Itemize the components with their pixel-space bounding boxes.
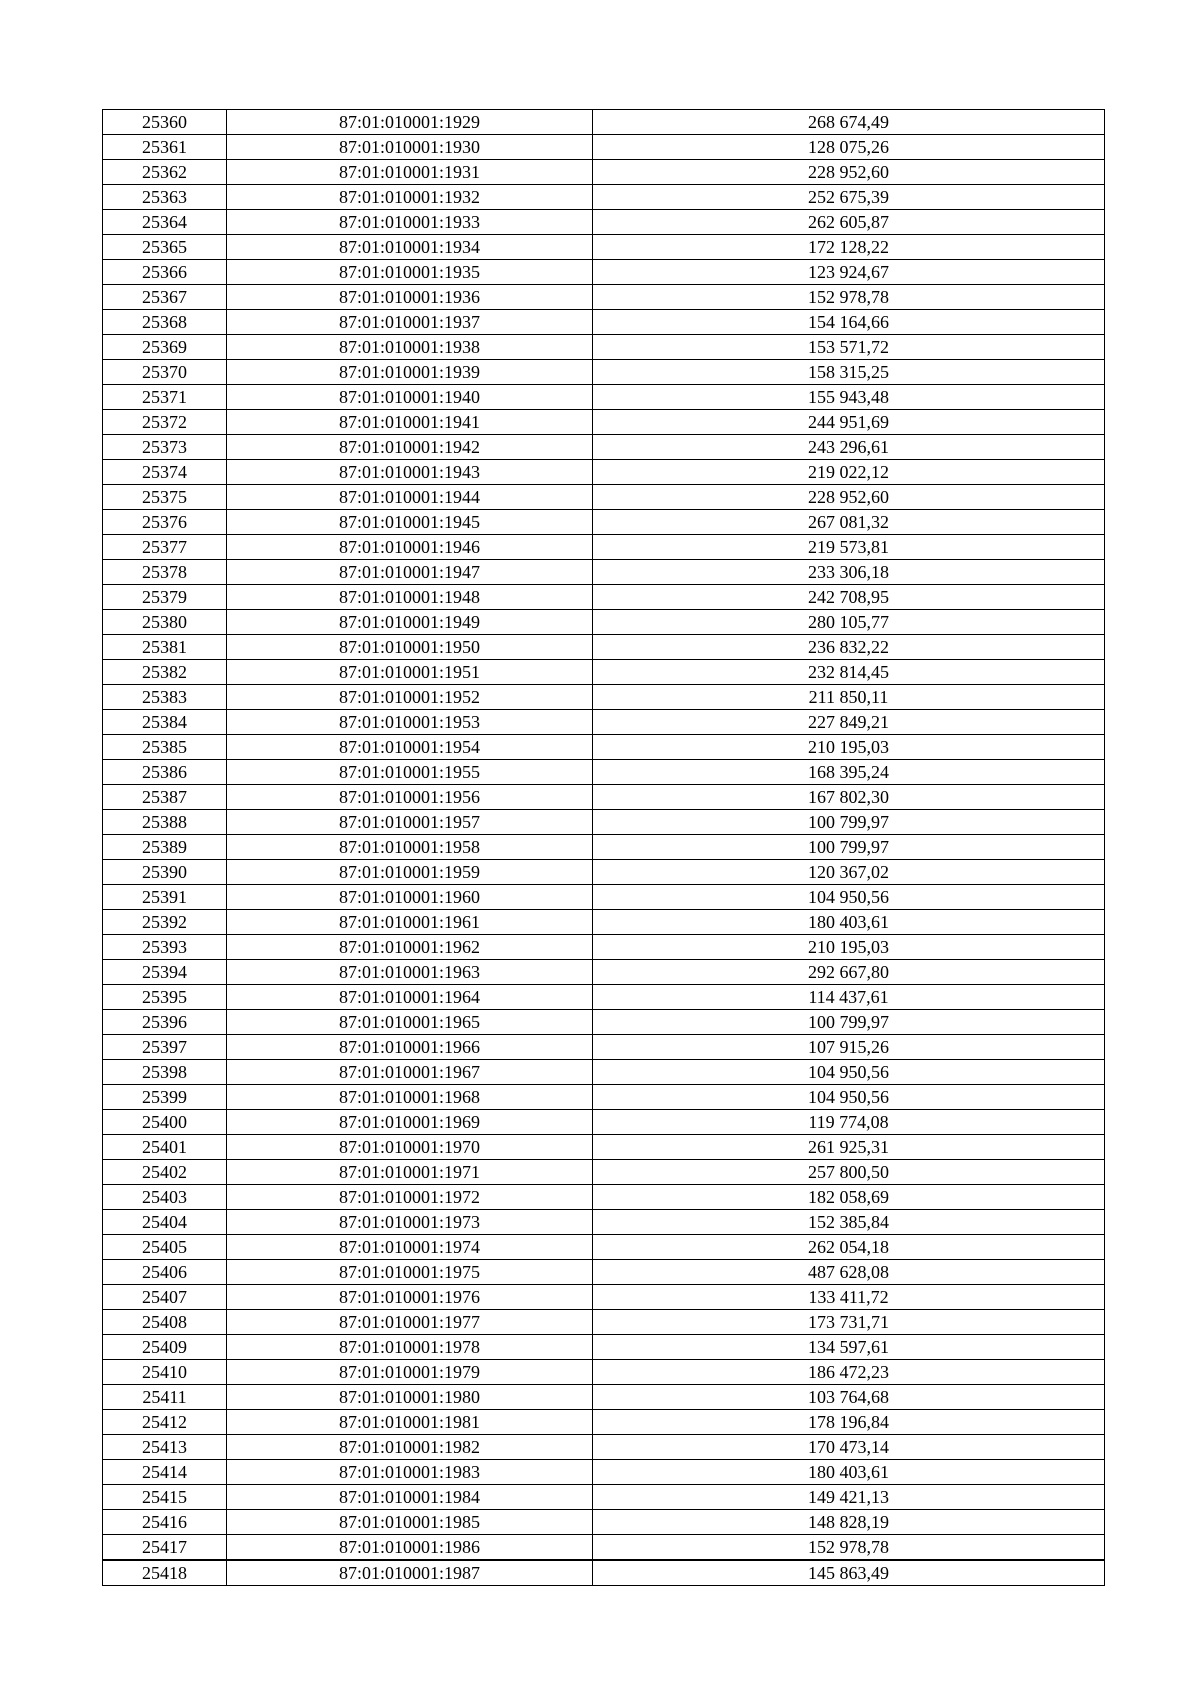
row-number-cell: 25372 [103,410,227,435]
value-cell: 119 774,08 [593,1110,1105,1135]
value-cell: 252 675,39 [593,185,1105,210]
row-number-cell: 25377 [103,535,227,560]
table-row [103,1160,1105,1185]
row-number-cell: 25383 [103,685,227,710]
cadastral-number-cell: 87:01:010001:1931 [227,160,593,185]
table-row [103,1010,1105,1035]
value-cell: 180 403,61 [593,1460,1105,1485]
row-number-cell: 25412 [103,1410,227,1435]
table-row [103,885,1105,910]
row-number-cell: 25401 [103,1135,227,1160]
table-row [103,560,1105,585]
table-row [103,385,1105,410]
row-number-cell: 25413 [103,1435,227,1460]
table-row [103,1235,1105,1260]
cadastral-number-cell: 87:01:010001:1983 [227,1460,593,1485]
value-cell: 219 022,12 [593,460,1105,485]
value-cell: 104 950,56 [593,885,1105,910]
row-number-cell: 25370 [103,360,227,385]
row-number-cell: 25382 [103,660,227,685]
row-number-cell: 25415 [103,1485,227,1510]
cadastral-number-cell: 87:01:010001:1968 [227,1085,593,1110]
value-cell: 154 164,66 [593,310,1105,335]
row-number-cell: 25392 [103,910,227,935]
cadastral-value-table [102,109,1105,1586]
table-row [103,135,1105,160]
cadastral-number-cell: 87:01:010001:1982 [227,1435,593,1460]
row-number-cell: 25405 [103,1235,227,1260]
cadastral-number-cell: 87:01:010001:1985 [227,1510,593,1535]
value-cell: 148 828,19 [593,1510,1105,1535]
value-cell: 244 951,69 [593,410,1105,435]
cadastral-number-cell: 87:01:010001:1934 [227,235,593,260]
cadastral-number-cell: 87:01:010001:1933 [227,210,593,235]
row-number-cell: 25373 [103,435,227,460]
cadastral-number-cell: 87:01:010001:1930 [227,135,593,160]
value-cell: 242 708,95 [593,585,1105,610]
row-number-cell: 25363 [103,185,227,210]
value-cell: 104 950,56 [593,1085,1105,1110]
value-cell: 173 731,71 [593,1310,1105,1335]
cadastral-number-cell: 87:01:010001:1935 [227,260,593,285]
value-cell: 100 799,97 [593,810,1105,835]
cadastral-number-cell: 87:01:010001:1973 [227,1210,593,1235]
cadastral-number-cell: 87:01:010001:1936 [227,285,593,310]
cadastral-number-cell: 87:01:010001:1978 [227,1335,593,1360]
value-cell: 100 799,97 [593,1010,1105,1035]
row-number-cell: 25380 [103,610,227,635]
table-row [103,410,1105,435]
cadastral-number-cell: 87:01:010001:1986 [227,1535,593,1561]
table-row [103,1335,1105,1360]
table-row [103,510,1105,535]
row-number-cell: 25395 [103,985,227,1010]
cadastral-number-cell: 87:01:010001:1959 [227,860,593,885]
row-number-cell: 25416 [103,1510,227,1535]
row-number-cell: 25367 [103,285,227,310]
cadastral-number-cell: 87:01:010001:1944 [227,485,593,510]
table-row [103,1410,1105,1435]
table-row [103,535,1105,560]
row-number-cell: 25414 [103,1460,227,1485]
cadastral-number-cell: 87:01:010001:1957 [227,810,593,835]
cadastral-number-cell: 87:01:010001:1950 [227,635,593,660]
table-row [103,1310,1105,1335]
row-number-cell: 25398 [103,1060,227,1085]
cadastral-number-cell: 87:01:010001:1946 [227,535,593,560]
row-number-cell: 25376 [103,510,227,535]
value-cell: 267 081,32 [593,510,1105,535]
table-row [103,1435,1105,1460]
row-number-cell: 25390 [103,860,227,885]
cadastral-number-cell: 87:01:010001:1971 [227,1160,593,1185]
cadastral-number-cell: 87:01:010001:1943 [227,460,593,485]
value-cell: 153 571,72 [593,335,1105,360]
cadastral-number-cell: 87:01:010001:1929 [227,110,593,135]
table-row [103,1385,1105,1410]
cadastral-number-cell: 87:01:010001:1955 [227,760,593,785]
value-cell: 168 395,24 [593,760,1105,785]
table-row [103,260,1105,285]
value-cell: 211 850,11 [593,685,1105,710]
table-row [103,960,1105,985]
table-row [103,1560,1105,1586]
value-cell: 292 667,80 [593,960,1105,985]
value-cell: 128 075,26 [593,135,1105,160]
value-cell: 152 978,78 [593,1535,1105,1561]
cadastral-number-cell: 87:01:010001:1966 [227,1035,593,1060]
value-cell: 243 296,61 [593,435,1105,460]
cadastral-number-cell: 87:01:010001:1969 [227,1110,593,1135]
row-number-cell: 25362 [103,160,227,185]
row-number-cell: 25400 [103,1110,227,1135]
table-row [103,1085,1105,1110]
value-cell: 149 421,13 [593,1485,1105,1510]
cadastral-number-cell: 87:01:010001:1974 [227,1235,593,1260]
row-number-cell: 25374 [103,460,227,485]
table-row [103,835,1105,860]
value-cell: 103 764,68 [593,1385,1105,1410]
row-number-cell: 25399 [103,1085,227,1110]
cadastral-number-cell: 87:01:010001:1972 [227,1185,593,1210]
table-row [103,860,1105,885]
table-row [103,635,1105,660]
row-number-cell: 25365 [103,235,227,260]
cadastral-number-cell: 87:01:010001:1975 [227,1260,593,1285]
table-row [103,110,1105,135]
value-cell: 268 674,49 [593,110,1105,135]
row-number-cell: 25387 [103,785,227,810]
table-row [103,185,1105,210]
table-row [103,610,1105,635]
cadastral-number-cell: 87:01:010001:1977 [227,1310,593,1335]
cadastral-number-cell: 87:01:010001:1980 [227,1385,593,1410]
table-row [103,685,1105,710]
row-number-cell: 25410 [103,1360,227,1385]
value-cell: 228 952,60 [593,160,1105,185]
value-cell: 178 196,84 [593,1410,1105,1435]
value-cell: 134 597,61 [593,1335,1105,1360]
value-cell: 182 058,69 [593,1185,1105,1210]
value-cell: 219 573,81 [593,535,1105,560]
value-cell: 152 385,84 [593,1210,1105,1235]
value-cell: 233 306,18 [593,560,1105,585]
row-number-cell: 25375 [103,485,227,510]
row-number-cell: 25417 [103,1535,227,1561]
table-row [103,1360,1105,1385]
table-row [103,1035,1105,1060]
cadastral-number-cell: 87:01:010001:1956 [227,785,593,810]
cadastral-number-cell: 87:01:010001:1948 [227,585,593,610]
value-cell: 170 473,14 [593,1435,1105,1460]
row-number-cell: 25389 [103,835,227,860]
value-cell: 227 849,21 [593,710,1105,735]
table-row [103,310,1105,335]
table-row [103,335,1105,360]
value-cell: 167 802,30 [593,785,1105,810]
cadastral-number-cell: 87:01:010001:1938 [227,335,593,360]
table-row [103,235,1105,260]
cadastral-number-cell: 87:01:010001:1958 [227,835,593,860]
cadastral-number-cell: 87:01:010001:1951 [227,660,593,685]
cadastral-number-cell: 87:01:010001:1952 [227,685,593,710]
row-number-cell: 25360 [103,110,227,135]
cadastral-number-cell: 87:01:010001:1953 [227,710,593,735]
table-row [103,1460,1105,1485]
row-number-cell: 25408 [103,1310,227,1335]
value-cell: 145 863,49 [593,1560,1105,1586]
cadastral-number-cell: 87:01:010001:1947 [227,560,593,585]
value-cell: 186 472,23 [593,1360,1105,1385]
cadastral-number-cell: 87:01:010001:1941 [227,410,593,435]
cadastral-number-cell: 87:01:010001:1945 [227,510,593,535]
cadastral-number-cell: 87:01:010001:1949 [227,610,593,635]
value-cell: 152 978,78 [593,285,1105,310]
table-row [103,285,1105,310]
table-row [103,435,1105,460]
table-row [103,460,1105,485]
value-cell: 280 105,77 [593,610,1105,635]
table-row [103,1260,1105,1285]
table-row [103,1285,1105,1310]
row-number-cell: 25394 [103,960,227,985]
value-cell: 155 943,48 [593,385,1105,410]
table-row [103,1060,1105,1085]
row-number-cell: 25369 [103,335,227,360]
table-row [103,760,1105,785]
cadastral-number-cell: 87:01:010001:1965 [227,1010,593,1035]
row-number-cell: 25386 [103,760,227,785]
row-number-cell: 25366 [103,260,227,285]
cadastral-number-cell: 87:01:010001:1984 [227,1485,593,1510]
value-cell: 123 924,67 [593,260,1105,285]
cadastral-number-cell: 87:01:010001:1954 [227,735,593,760]
row-number-cell: 25388 [103,810,227,835]
cadastral-number-cell: 87:01:010001:1987 [227,1560,593,1586]
table-row [103,160,1105,185]
row-number-cell: 25403 [103,1185,227,1210]
cadastral-number-cell: 87:01:010001:1962 [227,935,593,960]
row-number-cell: 25378 [103,560,227,585]
table-row [103,585,1105,610]
row-number-cell: 25406 [103,1260,227,1285]
cadastral-number-cell: 87:01:010001:1981 [227,1410,593,1435]
cadastral-number-cell: 87:01:010001:1939 [227,360,593,385]
table-row [103,735,1105,760]
value-cell: 232 814,45 [593,660,1105,685]
table-row [103,935,1105,960]
cadastral-number-cell: 87:01:010001:1961 [227,910,593,935]
table-row [103,1485,1105,1510]
value-cell: 100 799,97 [593,835,1105,860]
table-body [103,110,1105,1586]
value-cell: 487 628,08 [593,1260,1105,1285]
table-row [103,660,1105,685]
row-number-cell: 25371 [103,385,227,410]
table-row [103,210,1105,235]
row-number-cell: 25364 [103,210,227,235]
table-row [103,710,1105,735]
row-number-cell: 25407 [103,1285,227,1310]
cadastral-number-cell: 87:01:010001:1960 [227,885,593,910]
cadastral-number-cell: 87:01:010001:1937 [227,310,593,335]
row-number-cell: 25361 [103,135,227,160]
cadastral-number-cell: 87:01:010001:1963 [227,960,593,985]
value-cell: 158 315,25 [593,360,1105,385]
value-cell: 172 128,22 [593,235,1105,260]
table-row [103,1210,1105,1235]
value-cell: 262 054,18 [593,1235,1105,1260]
row-number-cell: 25379 [103,585,227,610]
cadastral-number-cell: 87:01:010001:1967 [227,1060,593,1085]
row-number-cell: 25393 [103,935,227,960]
value-cell: 104 950,56 [593,1060,1105,1085]
table-row [103,1510,1105,1535]
row-number-cell: 25397 [103,1035,227,1060]
table-row [103,785,1105,810]
row-number-cell: 25391 [103,885,227,910]
row-number-cell: 25396 [103,1010,227,1035]
table-row [103,810,1105,835]
value-cell: 257 800,50 [593,1160,1105,1185]
value-cell: 114 437,61 [593,985,1105,1010]
row-number-cell: 25381 [103,635,227,660]
value-cell: 236 832,22 [593,635,1105,660]
cadastral-number-cell: 87:01:010001:1932 [227,185,593,210]
value-cell: 133 411,72 [593,1285,1105,1310]
row-number-cell: 25404 [103,1210,227,1235]
table-row [103,1110,1105,1135]
value-cell: 107 915,26 [593,1035,1105,1060]
cadastral-number-cell: 87:01:010001:1970 [227,1135,593,1160]
value-cell: 228 952,60 [593,485,1105,510]
row-number-cell: 25384 [103,710,227,735]
cadastral-number-cell: 87:01:010001:1940 [227,385,593,410]
cadastral-number-cell: 87:01:010001:1976 [227,1285,593,1310]
value-cell: 120 367,02 [593,860,1105,885]
table-row [103,985,1105,1010]
row-number-cell: 25409 [103,1335,227,1360]
row-number-cell: 25402 [103,1160,227,1185]
table-row [103,1185,1105,1210]
table-row [103,1535,1105,1561]
table-row [103,485,1105,510]
value-cell: 262 605,87 [593,210,1105,235]
cadastral-number-cell: 87:01:010001:1964 [227,985,593,1010]
table-row [103,910,1105,935]
value-cell: 180 403,61 [593,910,1105,935]
table-row [103,360,1105,385]
table-row [103,1135,1105,1160]
row-number-cell: 25418 [103,1560,227,1586]
row-number-cell: 25368 [103,310,227,335]
value-cell: 210 195,03 [593,735,1105,760]
value-cell: 261 925,31 [593,1135,1105,1160]
cadastral-number-cell: 87:01:010001:1979 [227,1360,593,1385]
cadastral-number-cell: 87:01:010001:1942 [227,435,593,460]
value-cell: 210 195,03 [593,935,1105,960]
row-number-cell: 25411 [103,1385,227,1410]
row-number-cell: 25385 [103,735,227,760]
